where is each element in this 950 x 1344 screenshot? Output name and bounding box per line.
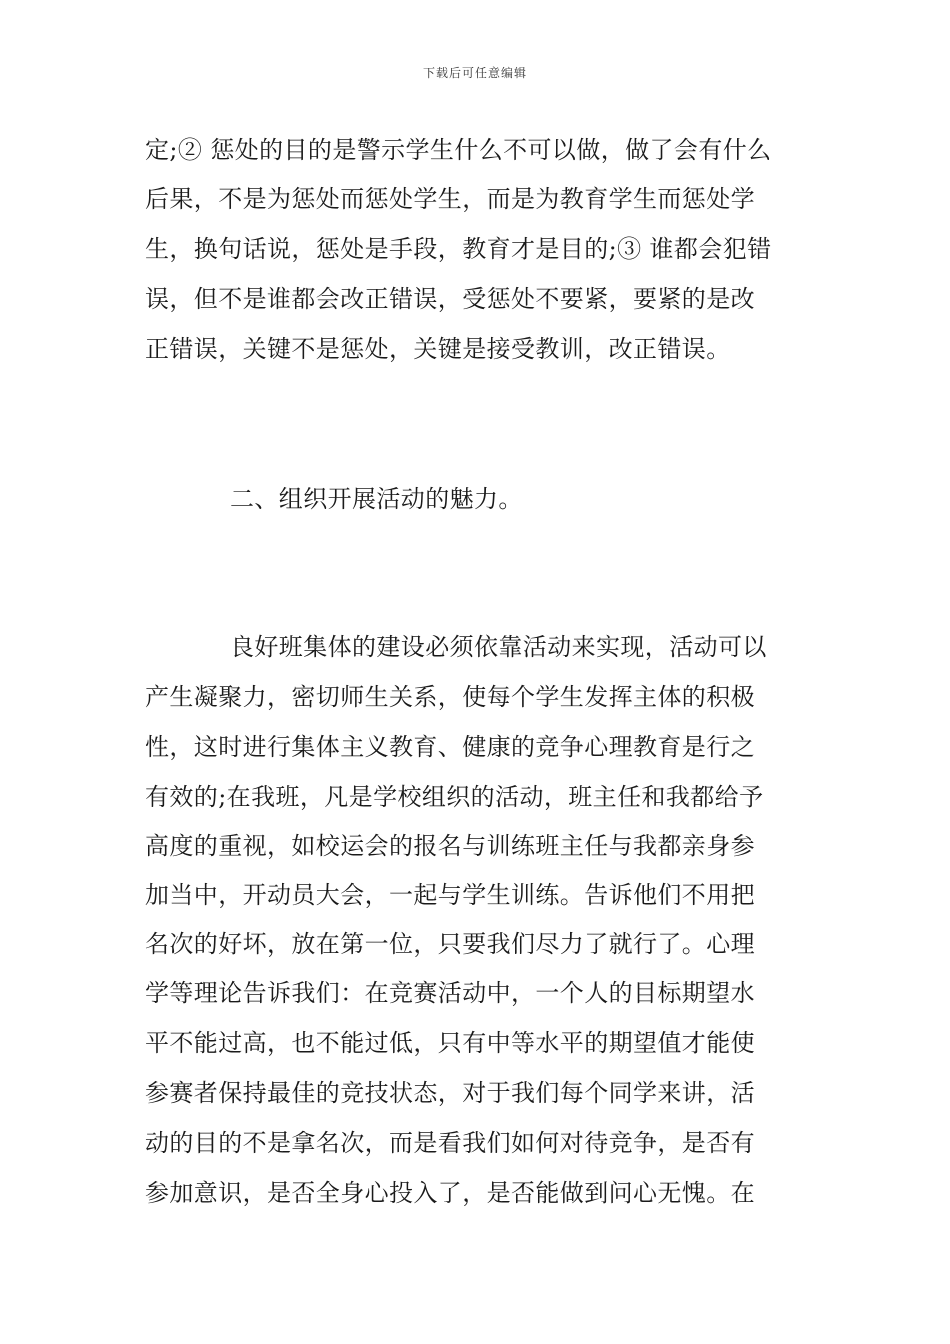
paragraph-2-line-4: 有效的;在我班，凡是学校组织的活动，班主任和我都给予 xyxy=(145,783,764,811)
paragraph-2-line-2: 产生凝聚力，密切师生关系，使每个学生发挥主体的积极 xyxy=(145,683,755,711)
paragraph-2-line-9: 平不能过高，也不能过低，只有中等水平的期望值才能使 xyxy=(145,1029,755,1057)
paragraph-2-line-7: 名次的好坏，放在第一位，只要我们尽力了就行了。心理 xyxy=(145,930,755,958)
section-heading: 二、组织开展活动的魅力。 xyxy=(230,485,523,513)
paragraph-2-line-8: 学等理论告诉我们：在竞赛活动中，一个人的目标期望水 xyxy=(145,979,755,1007)
paragraph-2-line-11: 动的目的不是拿名次，而是看我们如何对待竞争，是否有 xyxy=(145,1129,755,1157)
paragraph-2-line-10: 参赛者保持最佳的竞技状态，对于我们每个同学来讲，活 xyxy=(145,1079,755,1107)
paragraph-1-line-2: 后果，不是为惩处而惩处学生，而是为教育学生而惩处学 xyxy=(145,185,755,213)
paragraph-1-line-3: 生，换句话说，惩处是手段，教育才是目的;③ 谁都会犯错 xyxy=(145,235,772,263)
paragraph-1-line-4: 误，但不是谁都会改正错误，受惩处不要紧，要紧的是改 xyxy=(145,285,755,313)
paragraph-2-line-6: 加当中，开动员大会，一起与学生训练。告诉他们不用把 xyxy=(145,881,755,909)
paragraph-2-line-12: 参加意识，是否全身心投入了，是否能做到问心无愧。在 xyxy=(145,1179,755,1207)
paragraph-2-line-1: 良好班集体的建设必须依靠活动来实现，活动可以 xyxy=(230,633,767,661)
page-header: 下载后可任意编辑 xyxy=(422,66,527,80)
paragraph-2-line-5: 高度的重视，如校运会的报名与训练班主任与我都亲身参 xyxy=(145,832,755,860)
paragraph-2-line-3: 性，这时进行集体主义教育、健康的竞争心理教育是行之 xyxy=(145,733,755,761)
paragraph-1-line-5: 正错误，关键不是惩处，关键是接受教训，改正错误。 xyxy=(145,335,731,363)
paragraph-1-line-1: 定;② 惩处的目的是警示学生什么不可以做，做了会有什么 xyxy=(145,136,772,164)
